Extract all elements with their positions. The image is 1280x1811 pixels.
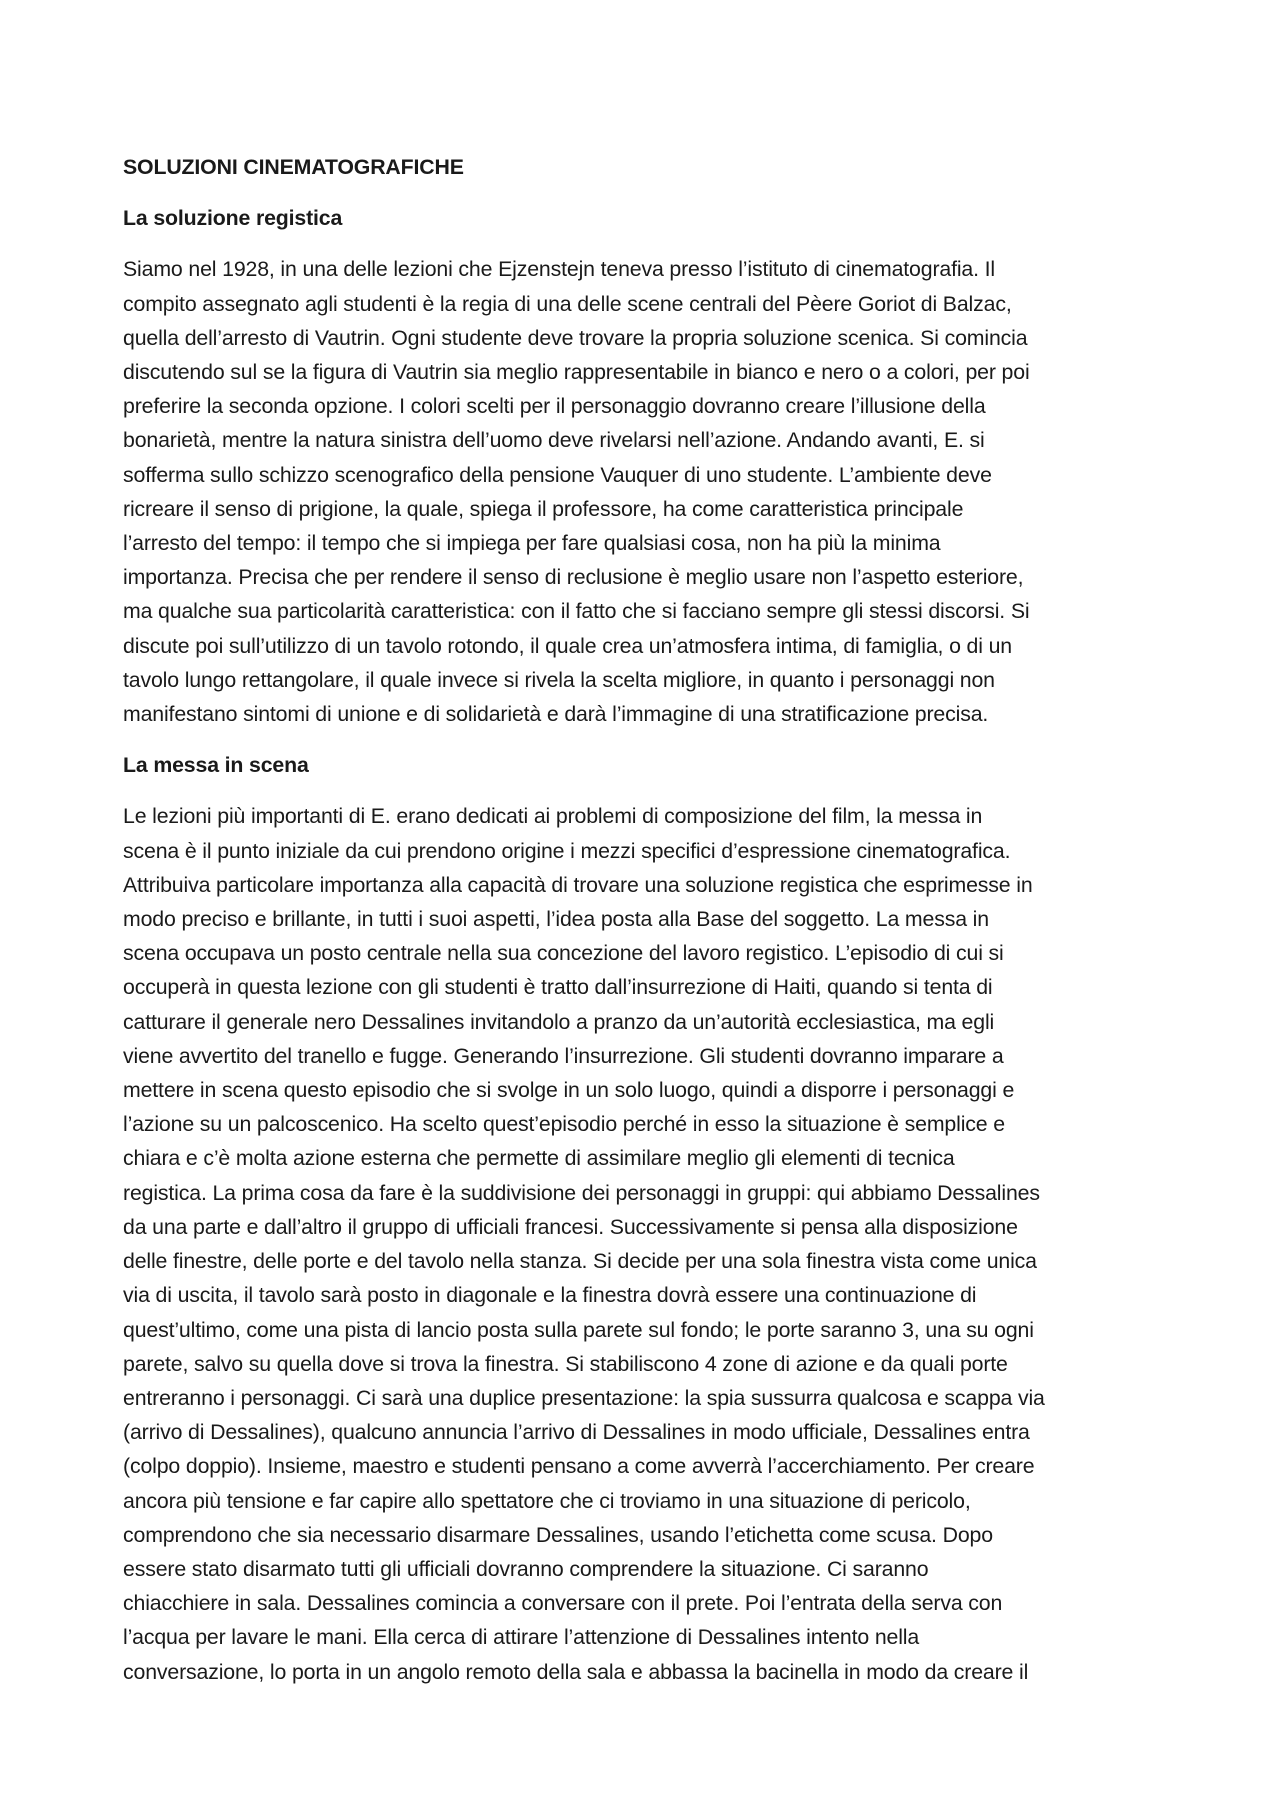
section-heading-soluzione-registica: La soluzione registica xyxy=(123,206,343,231)
text-line: (arrivo di Dessalines), qualcuno annuncia l’arrivo di Dessalines in modo ufficiale, Dessalines entra xyxy=(123,1420,1030,1445)
text-line: l’azione su un palcoscenico. Ha scelto quest’episodio perché in esso la situazione è semplice e xyxy=(123,1112,1005,1137)
text-line: scena è il punto iniziale da cui prendono origine i mezzi specifici d’espressione cinematografica. xyxy=(123,838,1011,863)
text-line: occuperà in questa lezione con gli studenti è tratto dall’insurrezione di Haiti, quando si tenta di xyxy=(123,975,993,1000)
text-line: ancora più tensione e far capire allo spettatore che ci troviamo in una situazione di pericolo, xyxy=(123,1488,971,1513)
text-line: parete, salvo su quella dove si trova la finestra. Si stabiliscono 4 zone di azione e da quali porte xyxy=(123,1351,1008,1376)
text-line: scena occupava un posto centrale nella sua concezione del lavoro registico. L’episodio di cui si xyxy=(123,941,1004,966)
text-line: chiara e c’è molta azione esterna che permette di assimilare meglio gli elementi di tecnica xyxy=(123,1146,955,1171)
text-line: discutendo sul se la figura di Vautrin sia meglio rappresentabile in bianco e nero o a colori, per poi xyxy=(123,360,1030,385)
text-line: l’arresto del tempo: il tempo che si impiega per fare qualsiasi cosa, non ha più la minima xyxy=(123,531,941,556)
text-line: l’acqua per lavare le mani. Ella cerca di attirare l’attenzione di Dessalines intento nella xyxy=(123,1625,920,1650)
text-line: preferire la seconda opzione. I colori scelti per il personaggio dovranno creare l’illusione della xyxy=(123,394,986,419)
text-line: ma qualche sua particolarità caratteristica: con il fatto che si facciano sempre gli stessi discorsi. Si xyxy=(123,599,1030,624)
text-line: ricreare il senso di prigione, la quale, spiega il professore, ha come caratteristica principale xyxy=(123,496,964,521)
text-line: sofferma sullo schizzo scenografico della pensione Vauquer di uno studente. L’ambiente deve xyxy=(123,462,992,487)
text-line: viene avvertito del tranello e fugge. Generando l’insurrezione. Gli studenti dovranno imparare a xyxy=(123,1043,1004,1068)
text-line: registica. La prima cosa da fare è la suddivisione dei personaggi in gruppi: qui abbiamo Dessalines xyxy=(123,1180,1040,1205)
text-line: quest’ultimo, come una pista di lancio posta sulla parete sul fondo; le porte saranno 3, una su ogni xyxy=(123,1317,1034,1342)
text-line: delle finestre, delle porte e del tavolo nella stanza. Si decide per una sola finestra vista come unica xyxy=(123,1249,1037,1274)
section-heading-messa-in-scena: La messa in scena xyxy=(123,753,309,778)
text-line: modo preciso e brillante, in tutti i suoi aspetti, l’idea posta alla Base del soggetto. La messa in xyxy=(123,907,989,932)
paragraph-messa-in-scena xyxy=(123,799,1168,1688)
text-line: Siamo nel 1928, in una delle lezioni che Ejzenstejn teneva presso l’istituto di cinematografia. Il xyxy=(123,257,996,282)
text-line: quella dell’arresto di Vautrin. Ogni studente deve trovare la propria soluzione scenica. Si comincia xyxy=(123,325,1028,350)
text-line: discute poi sull’utilizzo di un tavolo rotondo, il quale crea un’atmosfera intima, di famiglia, o di un xyxy=(123,633,1012,658)
document-title: SOLUZIONI CINEMATOGRAFICHE xyxy=(123,155,464,179)
text-line: entreranno i personaggi. Ci sarà una duplice presentazione: la spia sussurra qualcosa e scappa via xyxy=(123,1385,1045,1410)
text-line: chiacchiere in sala. Dessalines comincia a conversare con il prete. Poi l’entrata della serva con xyxy=(123,1591,1003,1616)
text-line: compito assegnato agli studenti è la regia di una delle scene centrali del Pèere Goriot di Balzac, xyxy=(123,291,1012,316)
text-line: (colpo doppio). Insieme, maestro e studenti pensano a come avverrà l’accerchiamento. Per creare xyxy=(123,1454,1035,1479)
text-line: importanza. Precisa che per rendere il senso di reclusione è meglio usare non l’aspetto esteriore, xyxy=(123,565,1024,590)
text-line: conversazione, lo porta in un angolo remoto della sala e abbassa la bacinella in modo da creare il xyxy=(123,1659,1029,1684)
text-line: essere stato disarmato tutti gli ufficiali dovranno comprendere la situazione. Ci saranno xyxy=(123,1556,929,1581)
paragraph-soluzione-registica xyxy=(123,252,1168,731)
text-line: via di uscita, il tavolo sarà posto in diagonale e la finestra dovrà essere una continuazione di xyxy=(123,1283,977,1308)
text-line: tavolo lungo rettangolare, il quale invece si rivela la scelta migliore, in quanto i personaggi non xyxy=(123,667,995,692)
text-line: bonarietà, mentre la natura sinistra dell’uomo deve rivelarsi nell’azione. Andando avanti, E. si xyxy=(123,428,985,453)
text-line: Le lezioni più importanti di E. erano dedicati ai problemi di composizione del film, la messa in xyxy=(123,804,983,829)
text-line: comprendono che sia necessario disarmare Dessalines, usando l’etichetta come scusa. Dopo xyxy=(123,1522,993,1547)
text-line: da una parte e dall’altro il gruppo di ufficiali francesi. Successivamente si pensa alla disposizione xyxy=(123,1214,1018,1239)
text-line: catturare il generale nero Dessalines invitandolo a pranzo da un’autorità ecclesiastica, ma egli xyxy=(123,1009,995,1034)
text-line: manifestano sintomi di unione e di solidarietà e darà l’immagine di una stratificazione precisa. xyxy=(123,702,989,727)
document-page xyxy=(123,150,1168,1706)
text-line: Attribuiva particolare importanza alla capacità di trovare una soluzione registica che esprimesse in xyxy=(123,872,1033,897)
text-line: mettere in scena questo episodio che si svolge in un solo luogo, quindi a disporre i personaggi e xyxy=(123,1078,1015,1103)
